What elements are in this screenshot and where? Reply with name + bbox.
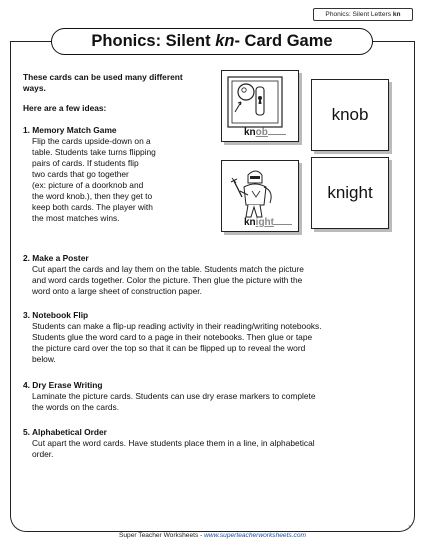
idea-heading: 3. Notebook Flip bbox=[23, 310, 89, 320]
page-number: 1 bbox=[408, 524, 411, 529]
doorknob-card-label bbox=[244, 127, 286, 138]
idea-body bbox=[23, 391, 413, 413]
idea-line: below. bbox=[32, 354, 56, 364]
idea-make-poster bbox=[23, 253, 413, 297]
idea-line: Cut apart the word cards. Have students place them in a line, in alphabetical bbox=[32, 438, 315, 448]
idea-body bbox=[23, 136, 203, 224]
footer bbox=[0, 532, 425, 539]
idea-line: (ex: picture of a doorknob and bbox=[32, 180, 144, 190]
write-line bbox=[268, 134, 286, 135]
idea-heading: 4. Dry Erase Writing bbox=[23, 380, 103, 390]
idea-heading: 5. Alphabetical Order bbox=[23, 427, 107, 437]
topic-tag-bold: kn bbox=[392, 11, 401, 18]
idea-line: pairs of cards. If students flip bbox=[32, 158, 139, 168]
idea-line: the most matches wins. bbox=[32, 213, 120, 223]
topic-tag-prefix: Phonics: Silent Letters bbox=[325, 11, 393, 18]
footer-url-link[interactable]: www.superteacherworksheets.com bbox=[204, 532, 307, 539]
idea-heading: 2. Make a Poster bbox=[23, 253, 89, 263]
idea-body bbox=[23, 438, 413, 460]
idea-line: order. bbox=[32, 449, 54, 459]
write-line bbox=[274, 224, 292, 225]
idea-notebook-flip bbox=[23, 310, 413, 365]
silent-letters: kn bbox=[244, 127, 256, 138]
idea-line: Laminate the picture cards. Students can use dry erase markers to complete bbox=[32, 391, 316, 401]
doorknob-picture-card bbox=[221, 70, 299, 142]
idea-dry-erase bbox=[23, 380, 413, 413]
topic-tag bbox=[313, 8, 413, 21]
title-part1: Phonics: Silent bbox=[91, 32, 216, 50]
knight-picture-card bbox=[221, 160, 299, 232]
idea-line: table. Students take turns flipping bbox=[32, 147, 156, 157]
idea-line: Flip the cards upside-down on a bbox=[32, 136, 151, 146]
idea-line: Students can make a flip-up reading activity in their reading/writing notebooks. bbox=[32, 321, 322, 331]
idea-line: the words on the cards. bbox=[32, 402, 120, 412]
idea-line: the word knob.), then they get to bbox=[32, 191, 153, 201]
idea-body bbox=[23, 264, 413, 297]
ideas-label: Here are a few ideas: bbox=[23, 103, 107, 113]
idea-line: keep both cards. The player with bbox=[32, 202, 153, 212]
faint-letters: ob bbox=[255, 127, 268, 138]
idea-line: word onto a large sheet of construction paper. bbox=[32, 286, 202, 296]
idea-line: two cards that go together bbox=[32, 169, 129, 179]
knight-word-card: knight bbox=[311, 157, 389, 229]
idea-line: Students glue the word card to a page in their notebooks. Then glue or tape bbox=[32, 332, 313, 342]
knob-word-card: knob bbox=[311, 79, 389, 151]
footer-site-name: Super Teacher Worksheets - bbox=[118, 532, 205, 539]
knight-card-label bbox=[244, 217, 292, 228]
idea-memory-match bbox=[23, 125, 203, 224]
idea-alphabetical bbox=[23, 427, 413, 460]
idea-heading: 1. Memory Match Game bbox=[23, 125, 117, 135]
intro-text: These cards can be used many different ways. bbox=[23, 72, 183, 93]
page-title bbox=[51, 28, 373, 55]
idea-body bbox=[23, 321, 413, 365]
silent-letters: kn bbox=[244, 217, 256, 228]
title-part2: - Card Game bbox=[234, 32, 333, 50]
idea-line: Cut apart the cards and lay them on the table. Students match the picture bbox=[32, 264, 304, 274]
idea-line: and word cards together. Color the picture. Then glue the picture with the bbox=[32, 275, 303, 285]
idea-line: the picture card over the top so that it can be flipped up to reveal the word bbox=[32, 343, 306, 353]
title-italic: kn bbox=[215, 32, 235, 50]
faint-letters: ight bbox=[255, 217, 274, 228]
